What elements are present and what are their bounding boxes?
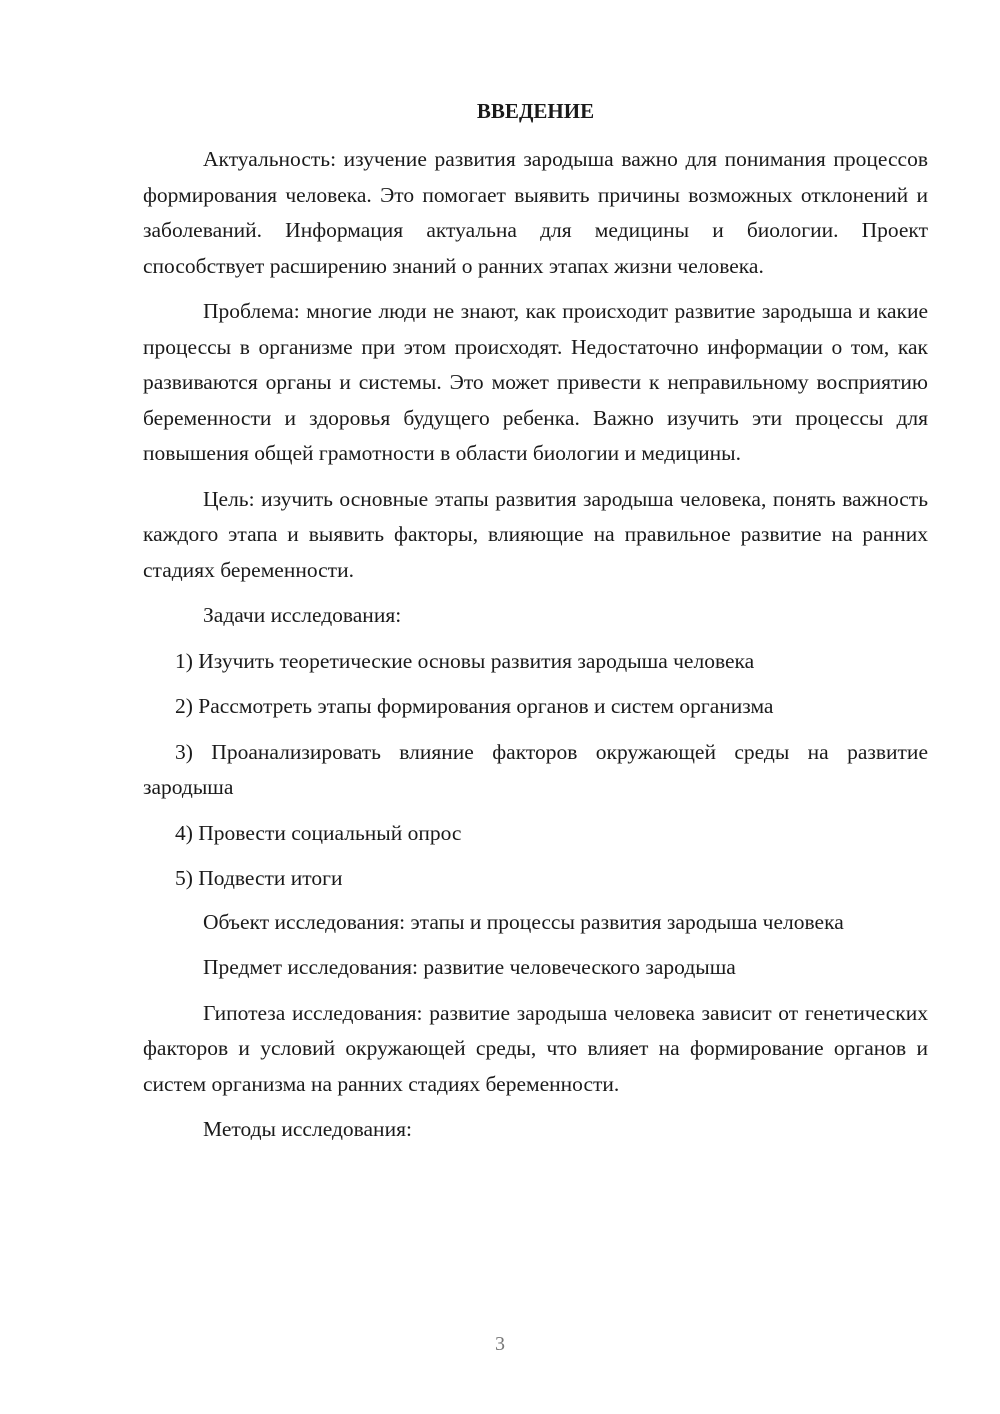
hypothesis-paragraph: Гипотеза исследования: развитие зародыша человека зависит от генетических факторов и условий окружающей среды, что влияет на формирование органов и систем организма на ранних стадиях беременности.	[143, 1000, 928, 1096]
task-item: 1) Изучить теоретические основы развития зародыша человека	[175, 648, 755, 673]
task-item: 4) Провести социальный опрос	[175, 820, 462, 845]
task-item: 3) Проанализировать влияние факторов окружающей среды на развитие зародыша	[143, 739, 928, 799]
problem-paragraph: Проблема: многие люди не знают, как происходит развитие зародыша и какие процессы в организме при этом происходят. Недостаточно информации о том, как развиваются органы и системы. Это может привести к неправильному восприятию беременности и здоровья будущего ребенка. Важно изучить эти процессы для повышения общей грамотности в области биологии и медицины.	[143, 299, 928, 465]
relevance-paragraph: Актуальность: изучение развития зародыша важно для понимания процессов формирования человека. Это помогает выявить причины возможных отклонений и заболеваний. Информация актуальна для медицины и биологии. Проект способствует расширению знаний о ранних этапах жизни человека.	[143, 147, 928, 278]
methods-paragraph: Методы исследования:	[203, 1117, 412, 1141]
subject-paragraph: Предмет исследования: развитие человеческого зародыша	[203, 955, 736, 979]
goal-paragraph: Цель: изучить основные этапы развития зародыша человека, понять важность каждого этапа и выявить факторы, влияющие на правильное развитие на ранних стадиях беременности.	[143, 486, 928, 582]
task-item: 5) Подвести итоги	[175, 866, 343, 890]
object-paragraph: Объект исследования: этапы и процессы развития зародыша человека	[203, 909, 844, 934]
page-number: 3	[495, 1333, 505, 1355]
tasks-heading: Задачи исследования:	[203, 603, 402, 627]
task-item: 2) Рассмотреть этапы формирования органов и систем организма	[175, 694, 774, 718]
document-body	[143, 142, 928, 1158]
section-heading: ВВЕДЕНИЕ	[476, 99, 595, 123]
